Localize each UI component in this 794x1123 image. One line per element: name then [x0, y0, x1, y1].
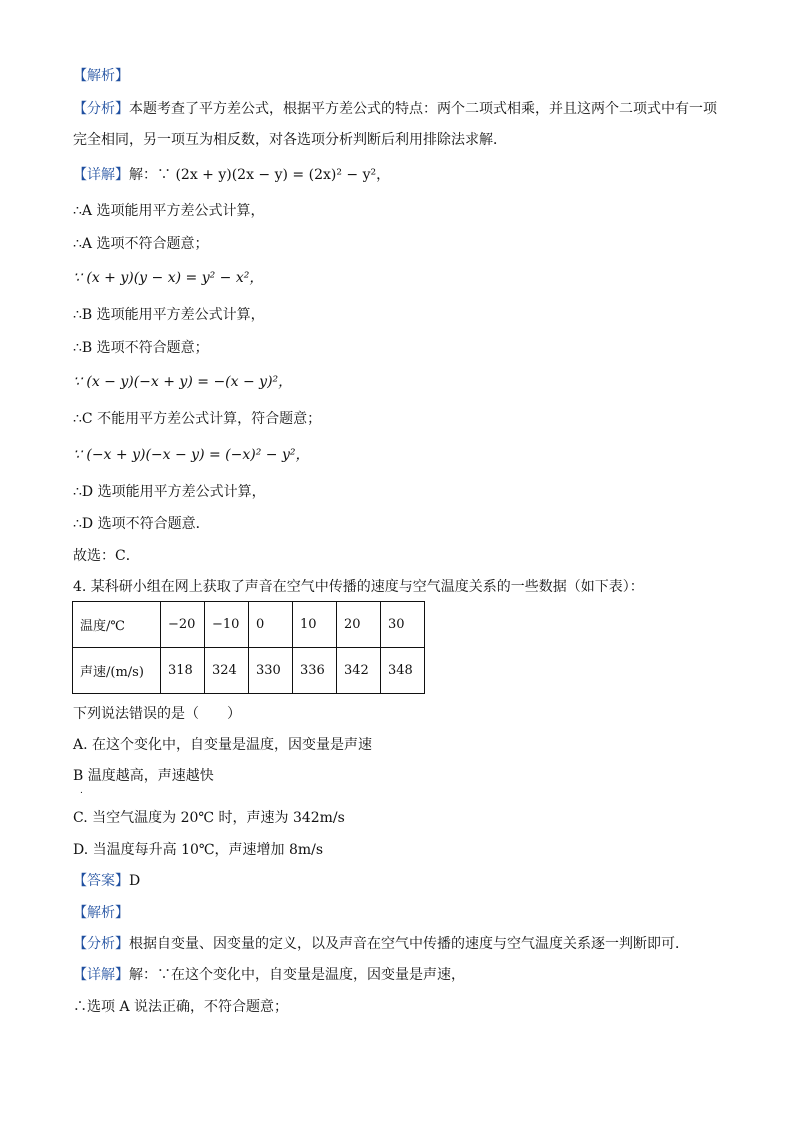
question-4-stem: 4. 某科研小组在网上获取了声音在空气中传播的速度与空气温度关系的一些数据（如下表）： [73, 579, 644, 595]
option-c: C. 当空气温度为 20℃ 时，声速为 342m/s [73, 810, 345, 826]
table-cell: 324 [205, 648, 249, 694]
option-b: B 温度越高，声速越快 [73, 768, 214, 784]
table-header-cell: 温度/℃ [73, 602, 161, 648]
detail-line-2-1: 【详解】解：∵在这个变化中，自变量是温度，因变量是声速， [73, 967, 465, 983]
section-label-analysis: 【解析】 [73, 68, 129, 84]
option-a: A. 在这个变化中，自变量是温度，因变量是声速 [73, 737, 373, 753]
table-cell: 342 [337, 648, 381, 694]
table-cell: −10 [205, 602, 249, 648]
table-cell: 10 [293, 602, 337, 648]
table-cell: 30 [381, 602, 425, 648]
option-d: D. 当温度每升高 10℃，声速增加 8m/s [73, 842, 324, 858]
analysis-paragraph-line-2: 完全相同，另一项互为相反数，对各选项分析判断后利用排除法求解． [73, 132, 507, 148]
detail-line-9: ∵ (−x + y)(−x − y) = (−x)² − y²， [73, 447, 310, 463]
table-header-cell: 声速/(m/s) [73, 648, 161, 694]
detail-line-2: ∴A 选项能用平方差公式计算， [73, 203, 265, 219]
table-cell: 348 [381, 648, 425, 694]
table-cell: 20 [337, 602, 381, 648]
table-row-temperature [73, 602, 425, 648]
detail-line-1: 【详解】解：∵ (2x + y)(2x − y) = (2x)² − y²， [73, 167, 391, 183]
temperature-speed-table [72, 601, 425, 694]
table-cell: 336 [293, 648, 337, 694]
detail-line-7: ∵ (x − y)(−x + y) = −(x − y)²， [73, 374, 293, 390]
table-row-speed [73, 648, 425, 694]
table-cell: −20 [161, 602, 205, 648]
detail-line-2-2: ∴选项 A 说法正确，不符合题意； [73, 999, 289, 1015]
detail-line-11: ∴D 选项不符合题意． [73, 516, 210, 532]
detail-line-5: ∴B 选项能用平方差公式计算， [73, 307, 265, 323]
detail-line-3: ∴A 选项不符合题意； [73, 236, 209, 252]
detail-line-10: ∴D 选项能用平方差公式计算， [73, 484, 266, 500]
question-prompt: 下列说法错误的是（ ） [73, 706, 241, 722]
detail-line-6: ∴B 选项不符合题意； [73, 340, 209, 356]
table-cell: 330 [249, 648, 293, 694]
detail-line-8: ∴C 不能用平方差公式计算，符合题意； [73, 411, 322, 427]
analysis-paragraph-line-1: 【分析】本题考查了平方差公式，根据平方差公式的特点：两个二项式相乘，并且这两个二项式中有一项 [73, 101, 717, 117]
analysis-paragraph-2: 【分析】根据自变量、因变量的定义，以及声音在空气中传播的速度与空气温度关系逐一判断即可． [73, 936, 689, 952]
detail-line-4: ∵ (x + y)(y − x) = y² − x²， [73, 270, 264, 286]
answer-choice-line: 故选：C． [73, 548, 140, 564]
answer-line: 【答案】D [73, 873, 141, 889]
table-cell: 318 [161, 648, 205, 694]
stray-dot: . [80, 786, 83, 796]
section-label-analysis-2: 【解析】 [73, 905, 129, 921]
table-cell: 0 [249, 602, 293, 648]
